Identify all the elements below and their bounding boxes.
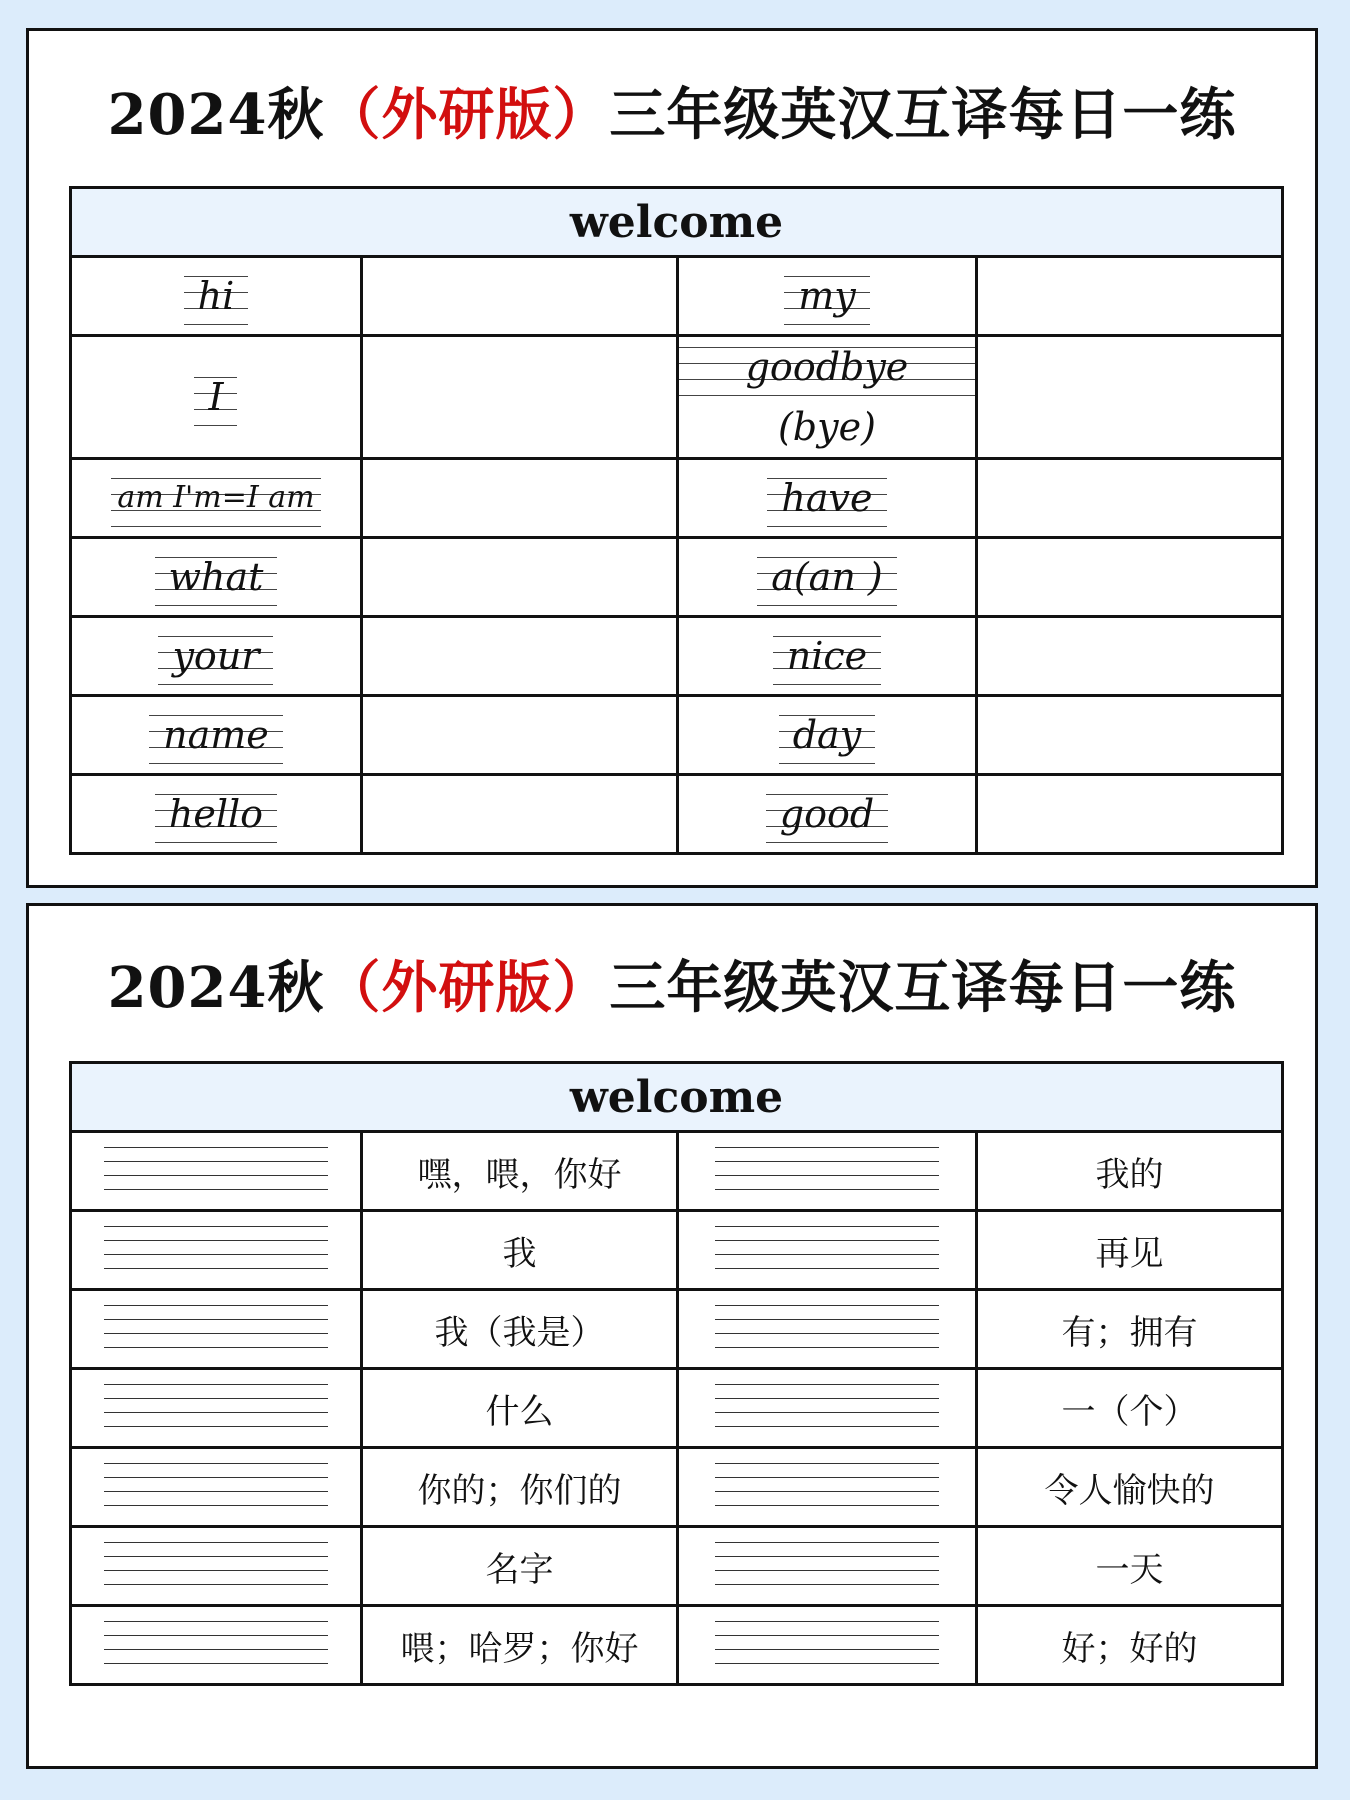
english-word: good [766, 784, 888, 844]
chinese-meaning: 我 [502, 1233, 537, 1274]
table-row [71, 459, 1283, 538]
english-word: your [158, 626, 273, 686]
answer-cell[interactable] [361, 696, 677, 775]
table-row [71, 336, 1283, 459]
writing-cell[interactable] [677, 1369, 976, 1448]
writing-cell[interactable] [677, 1132, 976, 1211]
table-row [71, 1211, 1283, 1290]
writing-lines [715, 1220, 939, 1280]
english-word: day [779, 705, 875, 765]
writing-cell[interactable] [71, 1527, 362, 1606]
answer-cell[interactable] [361, 538, 677, 617]
title-year: 2024秋 [107, 82, 325, 148]
writing-cell[interactable] [677, 1448, 976, 1527]
chinese-meaning: 嘿，喂，你好 [417, 1154, 622, 1195]
chinese-meaning: 好；好的 [1061, 1628, 1198, 1669]
answer-cell[interactable] [976, 538, 1282, 617]
writing-lines [715, 1141, 939, 1201]
worksheet-english-to-chinese [26, 28, 1318, 888]
writing-cell[interactable] [71, 1211, 362, 1290]
chinese-meaning: 什么 [485, 1391, 554, 1432]
writing-lines [104, 1378, 328, 1438]
table-row [71, 1369, 1283, 1448]
writing-cell[interactable] [677, 1606, 976, 1685]
writing-lines [715, 1615, 939, 1675]
answer-cell[interactable] [361, 617, 677, 696]
english-word: hello [155, 784, 277, 844]
answer-cell[interactable] [976, 696, 1282, 775]
chinese-meaning: 我（我是） [434, 1312, 605, 1353]
writing-lines [104, 1536, 328, 1596]
chinese-meaning: 我的 [1095, 1154, 1164, 1195]
english-word: am I'm=I am [111, 468, 320, 528]
table-row [71, 1606, 1283, 1685]
writing-cell[interactable] [71, 1290, 362, 1369]
writing-lines [715, 1457, 939, 1517]
table-row [71, 1132, 1283, 1211]
title-edition: （外研版） [324, 82, 610, 148]
table-row [71, 1527, 1283, 1606]
unit-header: welcome [71, 1063, 1283, 1132]
answer-cell[interactable] [976, 257, 1282, 336]
table-row [71, 775, 1283, 854]
writing-cell[interactable] [71, 1606, 362, 1685]
answer-cell[interactable] [976, 617, 1282, 696]
chinese-meaning: 一（个） [1061, 1391, 1198, 1432]
english-word: what [155, 547, 278, 607]
writing-lines [715, 1536, 939, 1596]
answer-cell[interactable] [976, 336, 1282, 459]
answer-cell[interactable] [361, 257, 677, 336]
english-word: my [784, 266, 870, 326]
table-row [71, 538, 1283, 617]
worksheet-title [29, 71, 1315, 151]
vocabulary-table [69, 186, 1284, 855]
writing-lines [715, 1299, 939, 1359]
worksheet-title [29, 944, 1315, 1024]
english-word: I [194, 367, 237, 427]
writing-cell[interactable] [677, 1290, 976, 1369]
writing-cell[interactable] [71, 1448, 362, 1527]
answer-cell[interactable] [361, 336, 677, 459]
unit-header: welcome [71, 188, 1283, 257]
writing-lines [104, 1457, 328, 1517]
title-edition: （外研版） [324, 955, 610, 1021]
table-row [71, 617, 1283, 696]
title-subject: 三年级英汉互译每日一练 [609, 82, 1237, 148]
writing-cell[interactable] [71, 1132, 362, 1211]
english-word: a(an ) [757, 547, 897, 607]
english-word: name [149, 705, 283, 765]
writing-cell[interactable] [71, 1369, 362, 1448]
chinese-meaning: 再见 [1095, 1233, 1164, 1274]
english-word: have [767, 468, 886, 528]
writing-lines [715, 1378, 939, 1438]
answer-cell[interactable] [361, 775, 677, 854]
title-year: 2024秋 [107, 955, 325, 1021]
writing-lines [104, 1299, 328, 1359]
answer-cell[interactable] [976, 775, 1282, 854]
answer-cell[interactable] [976, 459, 1282, 538]
table-row [71, 1448, 1283, 1527]
chinese-meaning: 你的；你们的 [417, 1470, 622, 1511]
chinese-meaning: 一天 [1095, 1549, 1164, 1590]
table-row [71, 257, 1283, 336]
writing-lines [104, 1615, 328, 1675]
answer-cell[interactable] [361, 459, 677, 538]
chinese-meaning: 名字 [485, 1549, 554, 1590]
worksheet-chinese-to-english [26, 903, 1318, 1769]
writing-cell[interactable] [677, 1527, 976, 1606]
english-word: hi [184, 266, 249, 326]
chinese-meaning: 喂；哈罗；你好 [400, 1628, 639, 1669]
writing-lines [104, 1141, 328, 1201]
english-word: goodbye (bye) [679, 337, 975, 457]
writing-lines [104, 1220, 328, 1280]
vocabulary-table [69, 1061, 1284, 1686]
chinese-meaning: 有；拥有 [1061, 1312, 1198, 1353]
table-row [71, 1290, 1283, 1369]
english-word: nice [773, 626, 881, 686]
chinese-meaning: 令人愉快的 [1044, 1470, 1215, 1511]
title-subject: 三年级英汉互译每日一练 [609, 955, 1237, 1021]
writing-cell[interactable] [677, 1211, 976, 1290]
table-row [71, 696, 1283, 775]
